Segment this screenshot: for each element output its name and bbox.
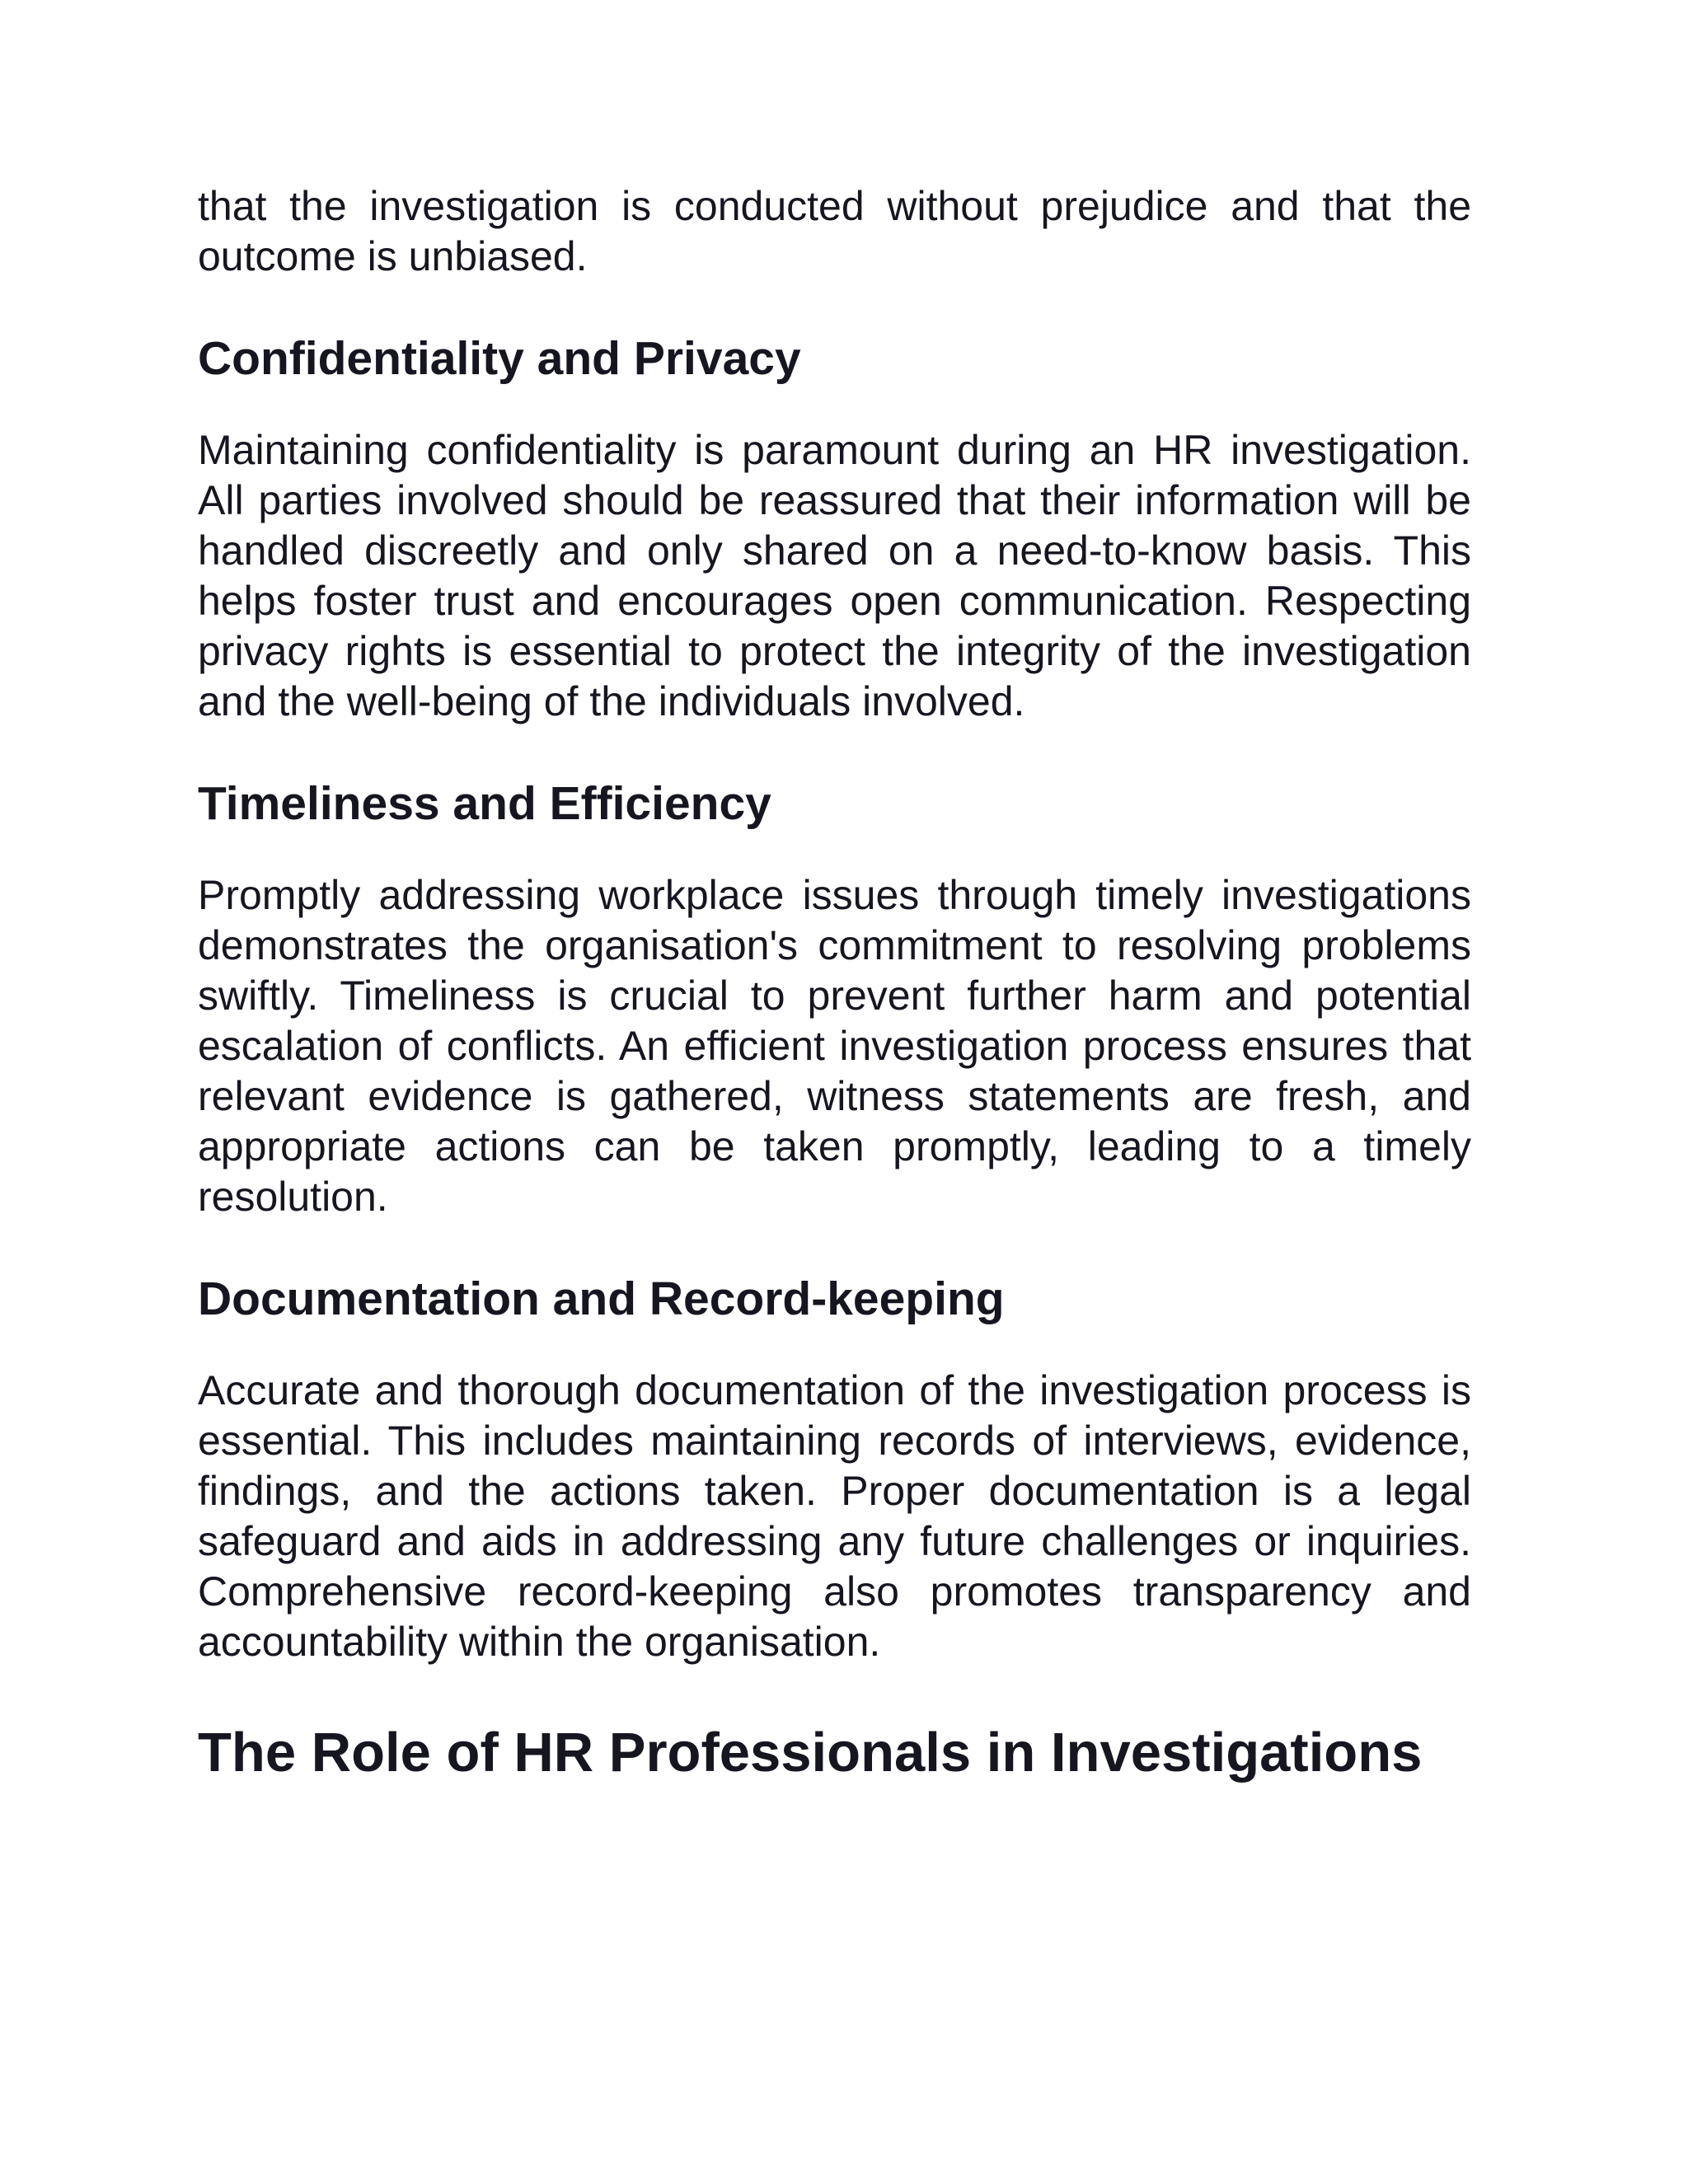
- section-body-confidentiality: Maintaining confidentiality is paramount during an HR investigation. All parties involved should be reassured that their information will be handled discreetly and only shared on a need-to-know basis. This helps foster trust and encourages open communication. Respecting privacy rights is essential to protect the integrity of the investigation and the well-being of the individuals involved.: [198, 427, 1471, 724]
- section-heading-documentation: Documentation and Record-keeping: [198, 1272, 1005, 1325]
- intro-paragraph: that the investigation is conducted without prejudice and that the outcome is unbiased.: [198, 183, 1471, 279]
- section-body-documentation: Accurate and thorough documentation of the investigation process is essential. This includes maintaining records of interviews, evidence, findings, and the actions taken. Proper documentation is a legal safeguard and aids in addressing any future challenges or inquiries. Comprehensive record-keeping also promotes transparency and accountability within the organisation.: [198, 1367, 1471, 1665]
- closing-heading: The Role of HR Professionals in Investigations: [198, 1722, 1423, 1783]
- section-body-timeliness: Promptly addressing workplace issues through timely investigations demonstrates the organisation's commitment to resolving problems swiftly. Timeliness is crucial to prevent further harm and potential escalation of conflicts. An efficient investigation process ensures that relevant evidence is gathered, witness statements are fresh, and appropriate actions can be taken promptly, leading to a timely resolution.: [198, 872, 1471, 1220]
- section-heading-timeliness: Timeliness and Efficiency: [198, 777, 771, 830]
- document-page: [198, 181, 1471, 1786]
- section-heading-confidentiality: Confidentiality and Privacy: [198, 332, 801, 385]
